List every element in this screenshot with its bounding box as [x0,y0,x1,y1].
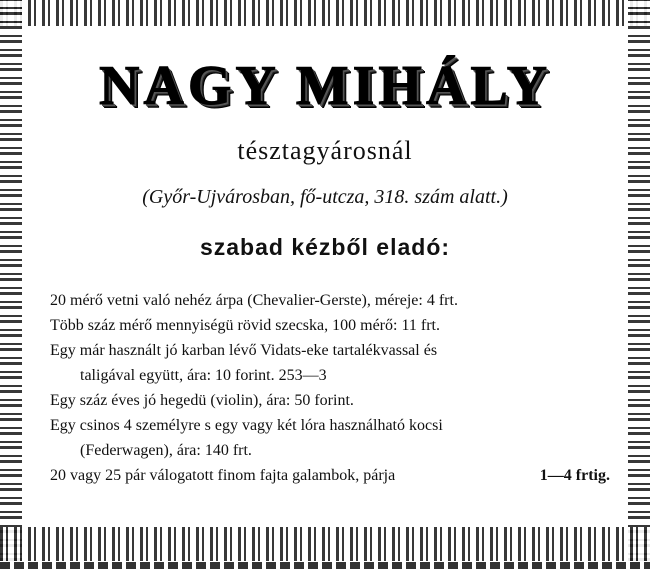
item-text-continued: (Federwagen), ára: 140 frt. [80,442,252,459]
item-text: Egy már használt jó karban lévő Vidats-eke tartalékvassal és [50,342,438,359]
list-item [50,288,610,313]
subtitle: tésztagyárosnál [237,136,413,165]
list-item [50,388,610,413]
address: (Győr-Ujvárosban, fő-utcza, 318. szám alatt.) [142,186,508,208]
ornamental-border-bottom [0,527,650,561]
list-item [50,463,610,488]
item-text: Egy csinos 4 személyre s egy vagy két lóra használható kocsi [50,417,443,434]
list-item [50,338,610,388]
item-price: 1—4 frtig. [539,467,610,484]
ornamental-border-left [0,0,22,561]
list-item [50,413,610,463]
item-list [50,288,610,488]
item-continuation-row [50,363,610,388]
ornamental-border-right [628,0,650,561]
list-item [50,313,610,338]
page-title: NAGY MIHÁLY [98,55,552,117]
headline: szabad kézből eladó: [199,234,451,260]
bottom-rule [0,562,650,569]
item-text: 20 vagy 25 pár válogatott finom fajta galambok, párja [50,467,396,484]
item-text: Több száz mérő mennyiségü rövid szecska, 100 mérő: 11 frt. [50,317,440,334]
advertisement-body [22,26,628,527]
item-text: Egy száz éves jó hegedü (violin), ára: 50 forint. [50,392,354,409]
ornamental-border-top [0,0,650,26]
item-text: 20 mérő vetni való nehéz árpa (Chevalier-Gerste), méreje: 4 frt. [50,292,458,309]
item-text-continued: taligával együtt, ára: 10 forint. [80,367,275,384]
reference-number: 253—3 [278,367,327,384]
